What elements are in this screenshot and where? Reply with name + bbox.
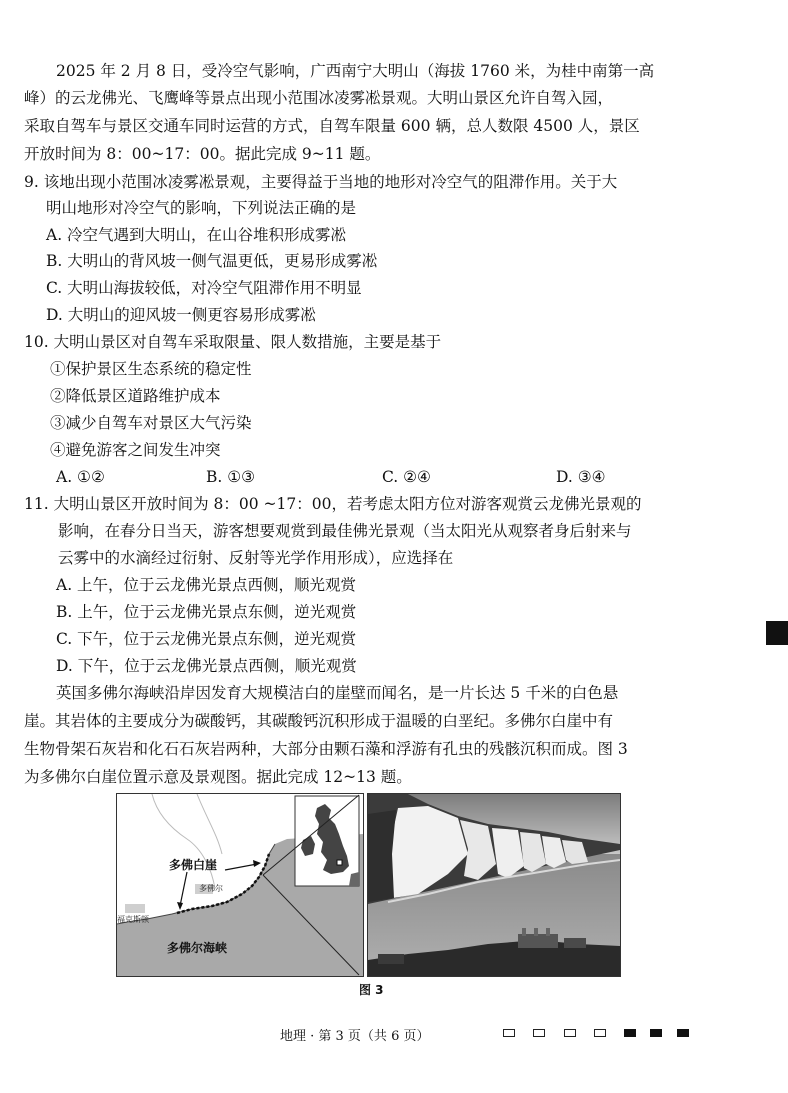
q11-option-b[interactable]: B. 上午，位于云龙佛光景点东侧，逆光观赏 <box>56 603 357 621</box>
footer-marker-empty-3 <box>564 1029 576 1037</box>
photo-house-2 <box>564 938 586 948</box>
intro2-line4: 为多佛尔白崖位置示意及景观图。据此完成 12~13 题。 <box>24 768 412 786</box>
label-dover-cliffs: 多佛白崖 <box>169 858 218 872</box>
q11-stem-line3: 云雾中的水滴经过衍射、反射等光学作用形成），应选择在 <box>58 549 454 567</box>
label-folkestone: 福克斯顿 <box>117 915 149 924</box>
q9-option-a[interactable]: A. 冷空气遇到大明山，在山谷堆积形成雾凇 <box>46 226 347 244</box>
intro1-line2: 峰）的云龙佛光、飞鹰峰等景点出现小范围冰凌雾凇景观。大明山景区允许自驾入园， <box>24 89 614 107</box>
figure-caption: 图 3 <box>359 983 384 997</box>
photo-house-3 <box>378 954 404 964</box>
photo-chimney-1 <box>522 928 526 936</box>
q10-item-4: ④避免游客之间发生冲突 <box>50 441 221 459</box>
q11-option-d[interactable]: D. 下午，位于云龙佛光景点西侧，顺光观赏 <box>56 657 357 675</box>
footer-marker-filled-1 <box>624 1029 636 1037</box>
q11-option-a[interactable]: A. 上午，位于云龙佛光景点西侧，顺光观赏 <box>56 576 357 594</box>
photo-left-hill <box>368 810 396 902</box>
label-dover-strait: 多佛尔海峡 <box>167 941 228 955</box>
q10-item-1: ①保护景区生态系统的稳定性 <box>50 360 252 378</box>
connector-line-top <box>263 795 359 875</box>
intro1-line4: 开放时间为 8：00~17：00。据此完成 9~11 题。 <box>24 145 381 163</box>
label-dover: 多佛尔 <box>199 884 223 893</box>
q11-stem-line2: 影响，在春分日当天，游客想要观赏到最佳佛光景观（当太阳光从观察者身后射来与 <box>58 522 632 540</box>
intro1-line1: 2025 年 2 月 8 日，受冷空气影响，广西南宁大明山（海拔 1760 米，为桂中南第一高 <box>56 62 655 80</box>
q9-option-d[interactable]: D. 大明山的迎风坡一侧更容易形成雾凇 <box>46 306 316 324</box>
q10-option-d[interactable]: D. ③④ <box>556 468 606 486</box>
q10-option-b[interactable]: B. ①③ <box>206 468 256 486</box>
footer-marker-empty-4 <box>594 1029 606 1037</box>
white-cliffs-photo <box>367 793 621 977</box>
footer-marker-filled-3 <box>677 1029 689 1037</box>
q11-option-c[interactable]: C. 下午，位于云龙佛光景点东侧，逆光观赏 <box>56 630 357 648</box>
q9-stem-line1: 9. 该地出现小范围冰凌雾凇景观，主要得益于当地的地形对冷空气的阻滞作用。关于大 <box>24 173 618 191</box>
footer-marker-empty-2 <box>533 1029 545 1037</box>
photo-chimney-2 <box>534 928 538 936</box>
q11-stem-line1: 11. 大明山景区开放时间为 8：00 ~17：00，若考虑太阳方位对游客观赏云龙佛光景观的 <box>24 495 642 513</box>
footer-marker-filled-2 <box>650 1029 662 1037</box>
white-cliffs-photo-svg <box>368 794 620 976</box>
q10-stem: 10. 大明山景区对自驾车采取限量、限人数措施，主要是基于 <box>24 333 442 351</box>
q9-option-c[interactable]: C. 大明山海拔较低，对冷空气阻滞作用不明显 <box>46 279 362 297</box>
connector-line-bottom <box>263 875 359 975</box>
q10-item-2: ②降低景区道路维护成本 <box>50 387 221 405</box>
q10-option-a[interactable]: A. ①② <box>56 468 105 486</box>
q9-stem-line2: 明山地形对冷空气的影响，下列说法正确的是 <box>46 199 357 217</box>
intro1-line3: 采取自驾车与景区交通车同时运营的方式，自驾车限量 600 辆，总人数限 4500 人，景区 <box>24 117 640 135</box>
q10-item-3: ③减少自驾车对景区大气污染 <box>50 414 252 432</box>
intro2-line3: 生物骨架石灰岩和化石石灰岩两种，大部分由颗石藻和浮游有孔虫的残骸沉积而成。图 3 <box>24 740 628 758</box>
q10-option-c[interactable]: C. ②④ <box>382 468 431 486</box>
photo-house-1 <box>518 934 558 948</box>
photo-chimney-3 <box>546 928 550 936</box>
footer-marker-empty-1 <box>503 1029 515 1037</box>
intro2-line2: 崖。其岩体的主要成分为碳酸钙，其碳酸钙沉积形成于温暖的白垩纪。多佛尔白崖中有 <box>24 712 614 730</box>
page-footer: 地理 · 第 3 页（共 6 页） <box>280 1029 430 1044</box>
intro2-line1: 英国多佛尔海峡沿岸因发育大规模洁白的崖壁而闻名，是一片长达 5 千米的白色悬 <box>56 684 619 702</box>
q9-option-b[interactable]: B. 大明山的背风坡一侧气温更低，更易形成雾凇 <box>46 252 378 270</box>
